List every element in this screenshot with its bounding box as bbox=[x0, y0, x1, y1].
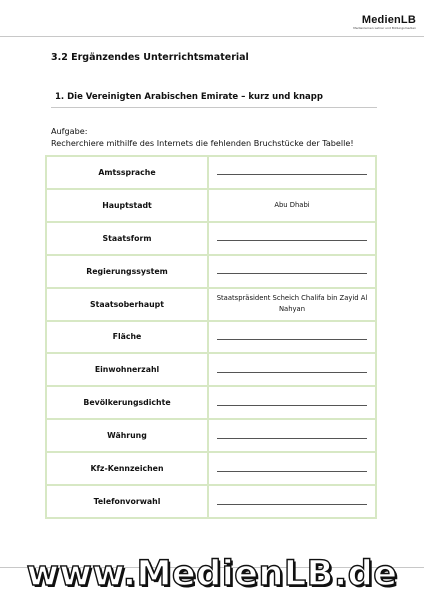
task-block bbox=[51, 125, 354, 149]
table-row bbox=[47, 322, 375, 353]
row-label: Staatsform bbox=[47, 223, 207, 254]
answer-blank[interactable] bbox=[209, 157, 375, 188]
row-label: Hauptstadt bbox=[47, 190, 207, 221]
answer-line bbox=[217, 272, 367, 274]
row-value: Abu Dhabi bbox=[209, 190, 375, 221]
task-text: Recherchiere mithilfe des Internets die fehlenden Bruchstücke der Tabelle! bbox=[51, 138, 354, 148]
table-row bbox=[47, 420, 375, 451]
row-label: Währung bbox=[47, 420, 207, 451]
row-label: Regierungssystem bbox=[47, 256, 207, 287]
answer-blank[interactable] bbox=[209, 486, 375, 517]
row-label: Kfz-Kennzeichen bbox=[47, 453, 207, 484]
logo-subtitle: Medienlernen Lehrer und Bildungsmedien bbox=[353, 26, 416, 30]
answer-blank[interactable] bbox=[209, 256, 375, 287]
table-row bbox=[47, 387, 375, 418]
footer-url: www.MedienLB.de bbox=[26, 554, 398, 594]
table-row bbox=[47, 223, 375, 254]
table-row bbox=[47, 157, 375, 188]
answer-line bbox=[217, 470, 367, 472]
table-row bbox=[47, 190, 375, 221]
answer-blank[interactable] bbox=[209, 387, 375, 418]
row-value: Staatspräsident Scheich Chalifa bin Zayid Al Nahyan bbox=[209, 289, 375, 320]
row-label: Bevölkerungsdichte bbox=[47, 387, 207, 418]
row-label: Amtssprache bbox=[47, 157, 207, 188]
worksheet-subtitle: 1. Die Vereinigten Arabischen Emirate – kurz und knapp bbox=[55, 92, 323, 102]
subtitle-divider bbox=[51, 107, 377, 108]
table-row bbox=[47, 453, 375, 484]
table-row bbox=[47, 256, 375, 287]
answer-line bbox=[217, 437, 367, 439]
answer-blank[interactable] bbox=[209, 453, 375, 484]
header-divider bbox=[0, 36, 424, 37]
answer-blank[interactable] bbox=[209, 420, 375, 451]
table-row bbox=[47, 354, 375, 385]
row-label: Einwohnerzahl bbox=[47, 354, 207, 385]
answer-line bbox=[217, 404, 367, 406]
medienlb-logo bbox=[353, 14, 416, 30]
row-label: Telefonvorwahl bbox=[47, 486, 207, 517]
section-title: 3.2 Ergänzendes Unterrichtsmaterial bbox=[51, 52, 249, 63]
answer-blank[interactable] bbox=[209, 354, 375, 385]
table-row bbox=[47, 486, 375, 517]
answer-line bbox=[217, 173, 367, 175]
answer-blank[interactable] bbox=[209, 223, 375, 254]
table-row bbox=[47, 289, 375, 320]
answer-line bbox=[217, 338, 367, 340]
row-label: Fläche bbox=[47, 322, 207, 353]
answer-blank[interactable] bbox=[209, 322, 375, 353]
logo-name: MedienLB bbox=[361, 14, 416, 26]
answer-line bbox=[217, 239, 367, 241]
task-label: Aufgabe: bbox=[51, 126, 88, 136]
facts-table bbox=[45, 155, 377, 519]
answer-line bbox=[217, 503, 367, 505]
answer-line bbox=[217, 371, 367, 373]
row-label: Staatsoberhaupt bbox=[47, 289, 207, 320]
